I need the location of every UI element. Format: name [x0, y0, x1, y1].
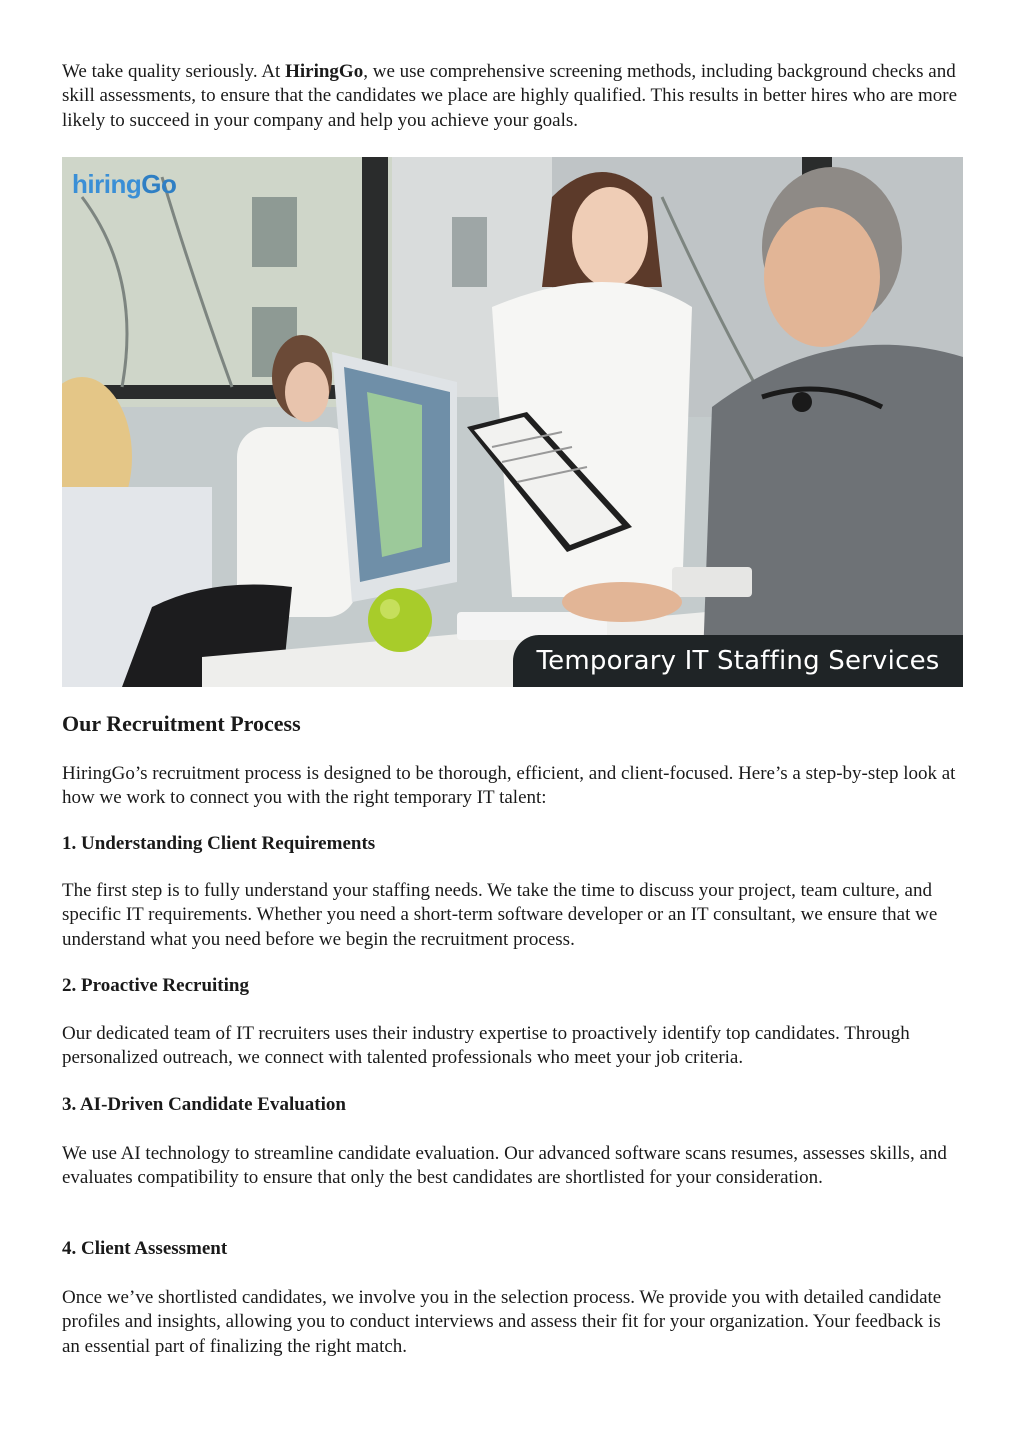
- hero-caption: Temporary IT Staffing Services: [513, 635, 963, 687]
- step-4-title: 4. Client Assessment: [62, 1238, 228, 1259]
- section-heading: Our Recruitment Process: [62, 711, 301, 736]
- hero-image: [62, 157, 963, 687]
- hiringgo-logo: hiringGo: [72, 169, 177, 199]
- intro-paragraph: [62, 60, 962, 133]
- brand-name: HiringGo: [285, 61, 364, 82]
- step-3-title: 3. AI-Driven Candidate Evaluation: [62, 1094, 346, 1115]
- intro-text-before: We take quality seriously. At: [62, 61, 286, 82]
- step-2-title: 2. Proactive Recruiting: [62, 975, 249, 996]
- step-1-title: 1. Understanding Client Requirements: [62, 833, 376, 854]
- step-3-body: We use AI technology to streamline candidate evaluation. Our advanced software scans resumes, assesses skills, and evaluates compatibility to ensure that only the best candidates are shortlisted for your consideration.: [62, 1143, 947, 1189]
- section-lead-paragraph: HiringGo’s recruitment process is designed to be thorough, efficient, and client-focused. Here’s a step-by-step look at how we work to connect you with the right temporary IT talent:: [62, 763, 956, 809]
- step-1-body: The first step is to fully understand your staffing needs. We take the time to discuss your project, team culture, and specific IT requirements. Whether you need a short-term software developer or an IT consultant, we ensure that we understand what you need before we begin the recruitment process.: [62, 880, 938, 950]
- step-4-body: Once we’ve shortlisted candidates, we involve you in the selection process. We provide you with detailed candidate profiles and insights, allowing you to conduct interviews and assess their fit for your organization. Your feedback is an essential part of finalizing the right match.: [62, 1287, 942, 1357]
- step-2-body: Our dedicated team of IT recruiters uses their industry expertise to proactively identify top candidates. Through personalized outreach, we connect with talented professionals who meet your job criteria.: [62, 1023, 910, 1069]
- intro-text-after: , we use comprehensive screening methods, including background checks and skill assessments, to ensure that the candidates we place are highly qualified. This results in better hires who are more likely to succeed in your company and help you achieve your goals.: [62, 61, 958, 131]
- office-photo-illustration: [62, 157, 963, 687]
